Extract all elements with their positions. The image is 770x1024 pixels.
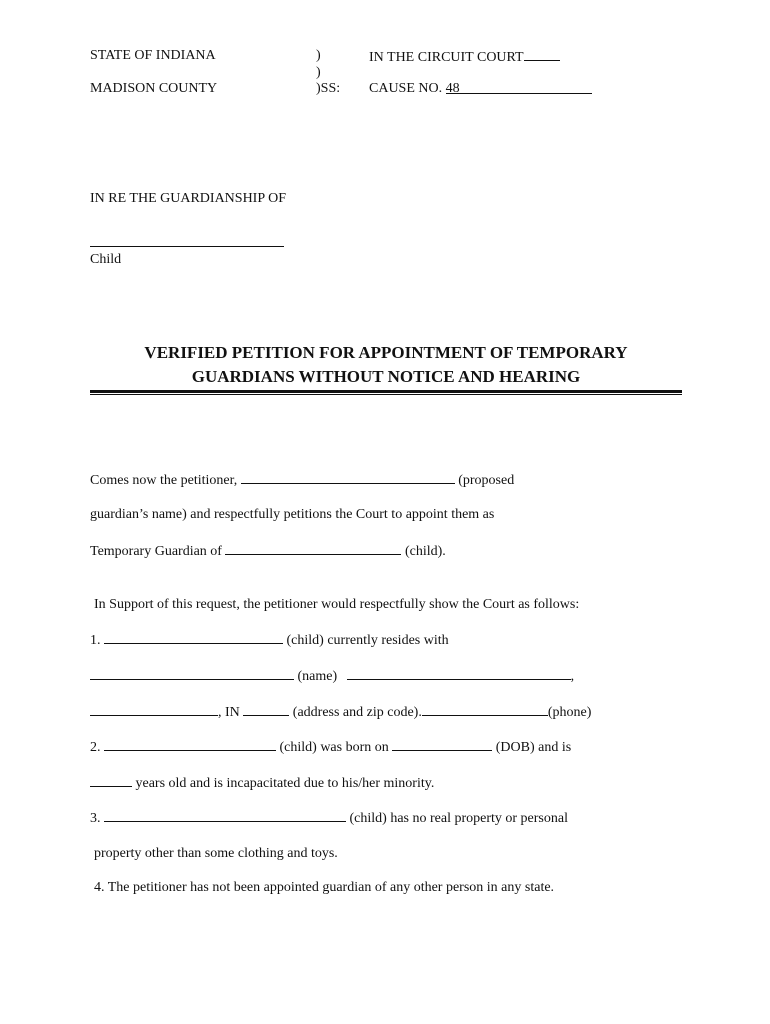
item-1-city-blank[interactable] — [90, 702, 218, 716]
item-1-text-a: (child) currently resides with — [286, 633, 449, 648]
item-2-text-b: (DOB) and is — [495, 740, 572, 755]
child-name-blank[interactable] — [90, 233, 284, 247]
item-1-child-blank[interactable] — [104, 630, 283, 644]
item-1-line-1 — [90, 630, 449, 649]
court-label: IN THE CIRCUIT COURT — [369, 50, 524, 65]
item-1-address-label: (address and zip code). — [292, 705, 422, 720]
item-1-resident-blank[interactable] — [90, 666, 294, 680]
item-1-in-label: , IN — [218, 705, 240, 720]
item-2-number: 2. — [90, 740, 101, 755]
intro-line-3 — [90, 541, 446, 560]
county-label: MADISON COUNTY — [90, 81, 218, 96]
title-rule — [90, 390, 682, 395]
document-title-line-2: GUARDIANS WITHOUT NOTICE AND HEARING — [191, 367, 581, 386]
item-1-comma: , — [570, 669, 575, 684]
state-label: STATE OF INDIANA — [90, 48, 216, 63]
item-2-text-a: (child) was born on — [279, 740, 389, 755]
item-1-line-3 — [90, 702, 591, 721]
item-1-zip-blank[interactable] — [243, 702, 289, 716]
court-blank[interactable] — [524, 47, 560, 61]
document-title-line-1: VERIFIED PETITION FOR APPOINTMENT OF TEMPORARY — [144, 343, 628, 362]
item-4-line: 4. The petitioner has not been appointed guardian of any other person in any state. — [94, 880, 555, 895]
item-3-line-2: property other than some clothing and toys. — [94, 846, 338, 861]
child-name-line — [90, 233, 284, 252]
cause-number-field[interactable] — [446, 80, 592, 94]
item-1-line-2 — [90, 666, 574, 685]
caption-paren-ss: )SS: — [316, 81, 341, 96]
item-1-address-blank[interactable] — [347, 666, 571, 680]
intro-line-2: guardian’s name) and respectfully petitions the Court to appoint them as — [90, 507, 495, 522]
child-name-blank-2[interactable] — [225, 541, 401, 555]
item-1-phone-blank[interactable] — [422, 702, 548, 716]
item-1-phone-label: (phone) — [547, 705, 592, 720]
support-paragraph: In Support of this request, the petitioner would respectfully show the Court as follows: — [94, 597, 580, 612]
in-re-heading: IN RE THE GUARDIANSHIP OF — [90, 191, 287, 206]
intro-line-3-text-a: Temporary Guardian of — [90, 544, 222, 559]
item-3-line-1 — [90, 808, 568, 827]
child-label: Child — [90, 252, 122, 267]
item-1-name-label: (name) — [297, 669, 338, 684]
intro-text-a: Comes now the petitioner, — [90, 473, 238, 488]
item-2-line-1 — [90, 737, 571, 756]
intro-line-1 — [90, 470, 514, 489]
caption-paren-2: ) — [316, 65, 321, 80]
item-2-age-blank[interactable] — [90, 773, 132, 787]
intro-line-3-text-b: (child). — [404, 544, 446, 559]
item-3-child-blank[interactable] — [104, 808, 346, 822]
item-2-child-blank[interactable] — [104, 737, 276, 751]
intro-text-b: (proposed — [458, 473, 515, 488]
cause-line — [369, 80, 592, 97]
cause-number: 48 — [445, 81, 460, 96]
cause-label: CAUSE NO. — [369, 81, 443, 96]
item-3-number: 3. — [90, 811, 101, 826]
item-3-text-a: (child) has no real property or personal — [349, 811, 568, 826]
court-line — [369, 47, 560, 66]
item-1-number: 1. — [90, 633, 101, 648]
caption-paren-1: ) — [316, 48, 321, 63]
item-2-dob-blank[interactable] — [392, 737, 492, 751]
item-2-text-line-2: years old and is incapacitated due to his/her minority. — [135, 776, 435, 791]
item-2-line-2 — [90, 773, 434, 792]
petitioner-name-blank[interactable] — [241, 470, 455, 484]
